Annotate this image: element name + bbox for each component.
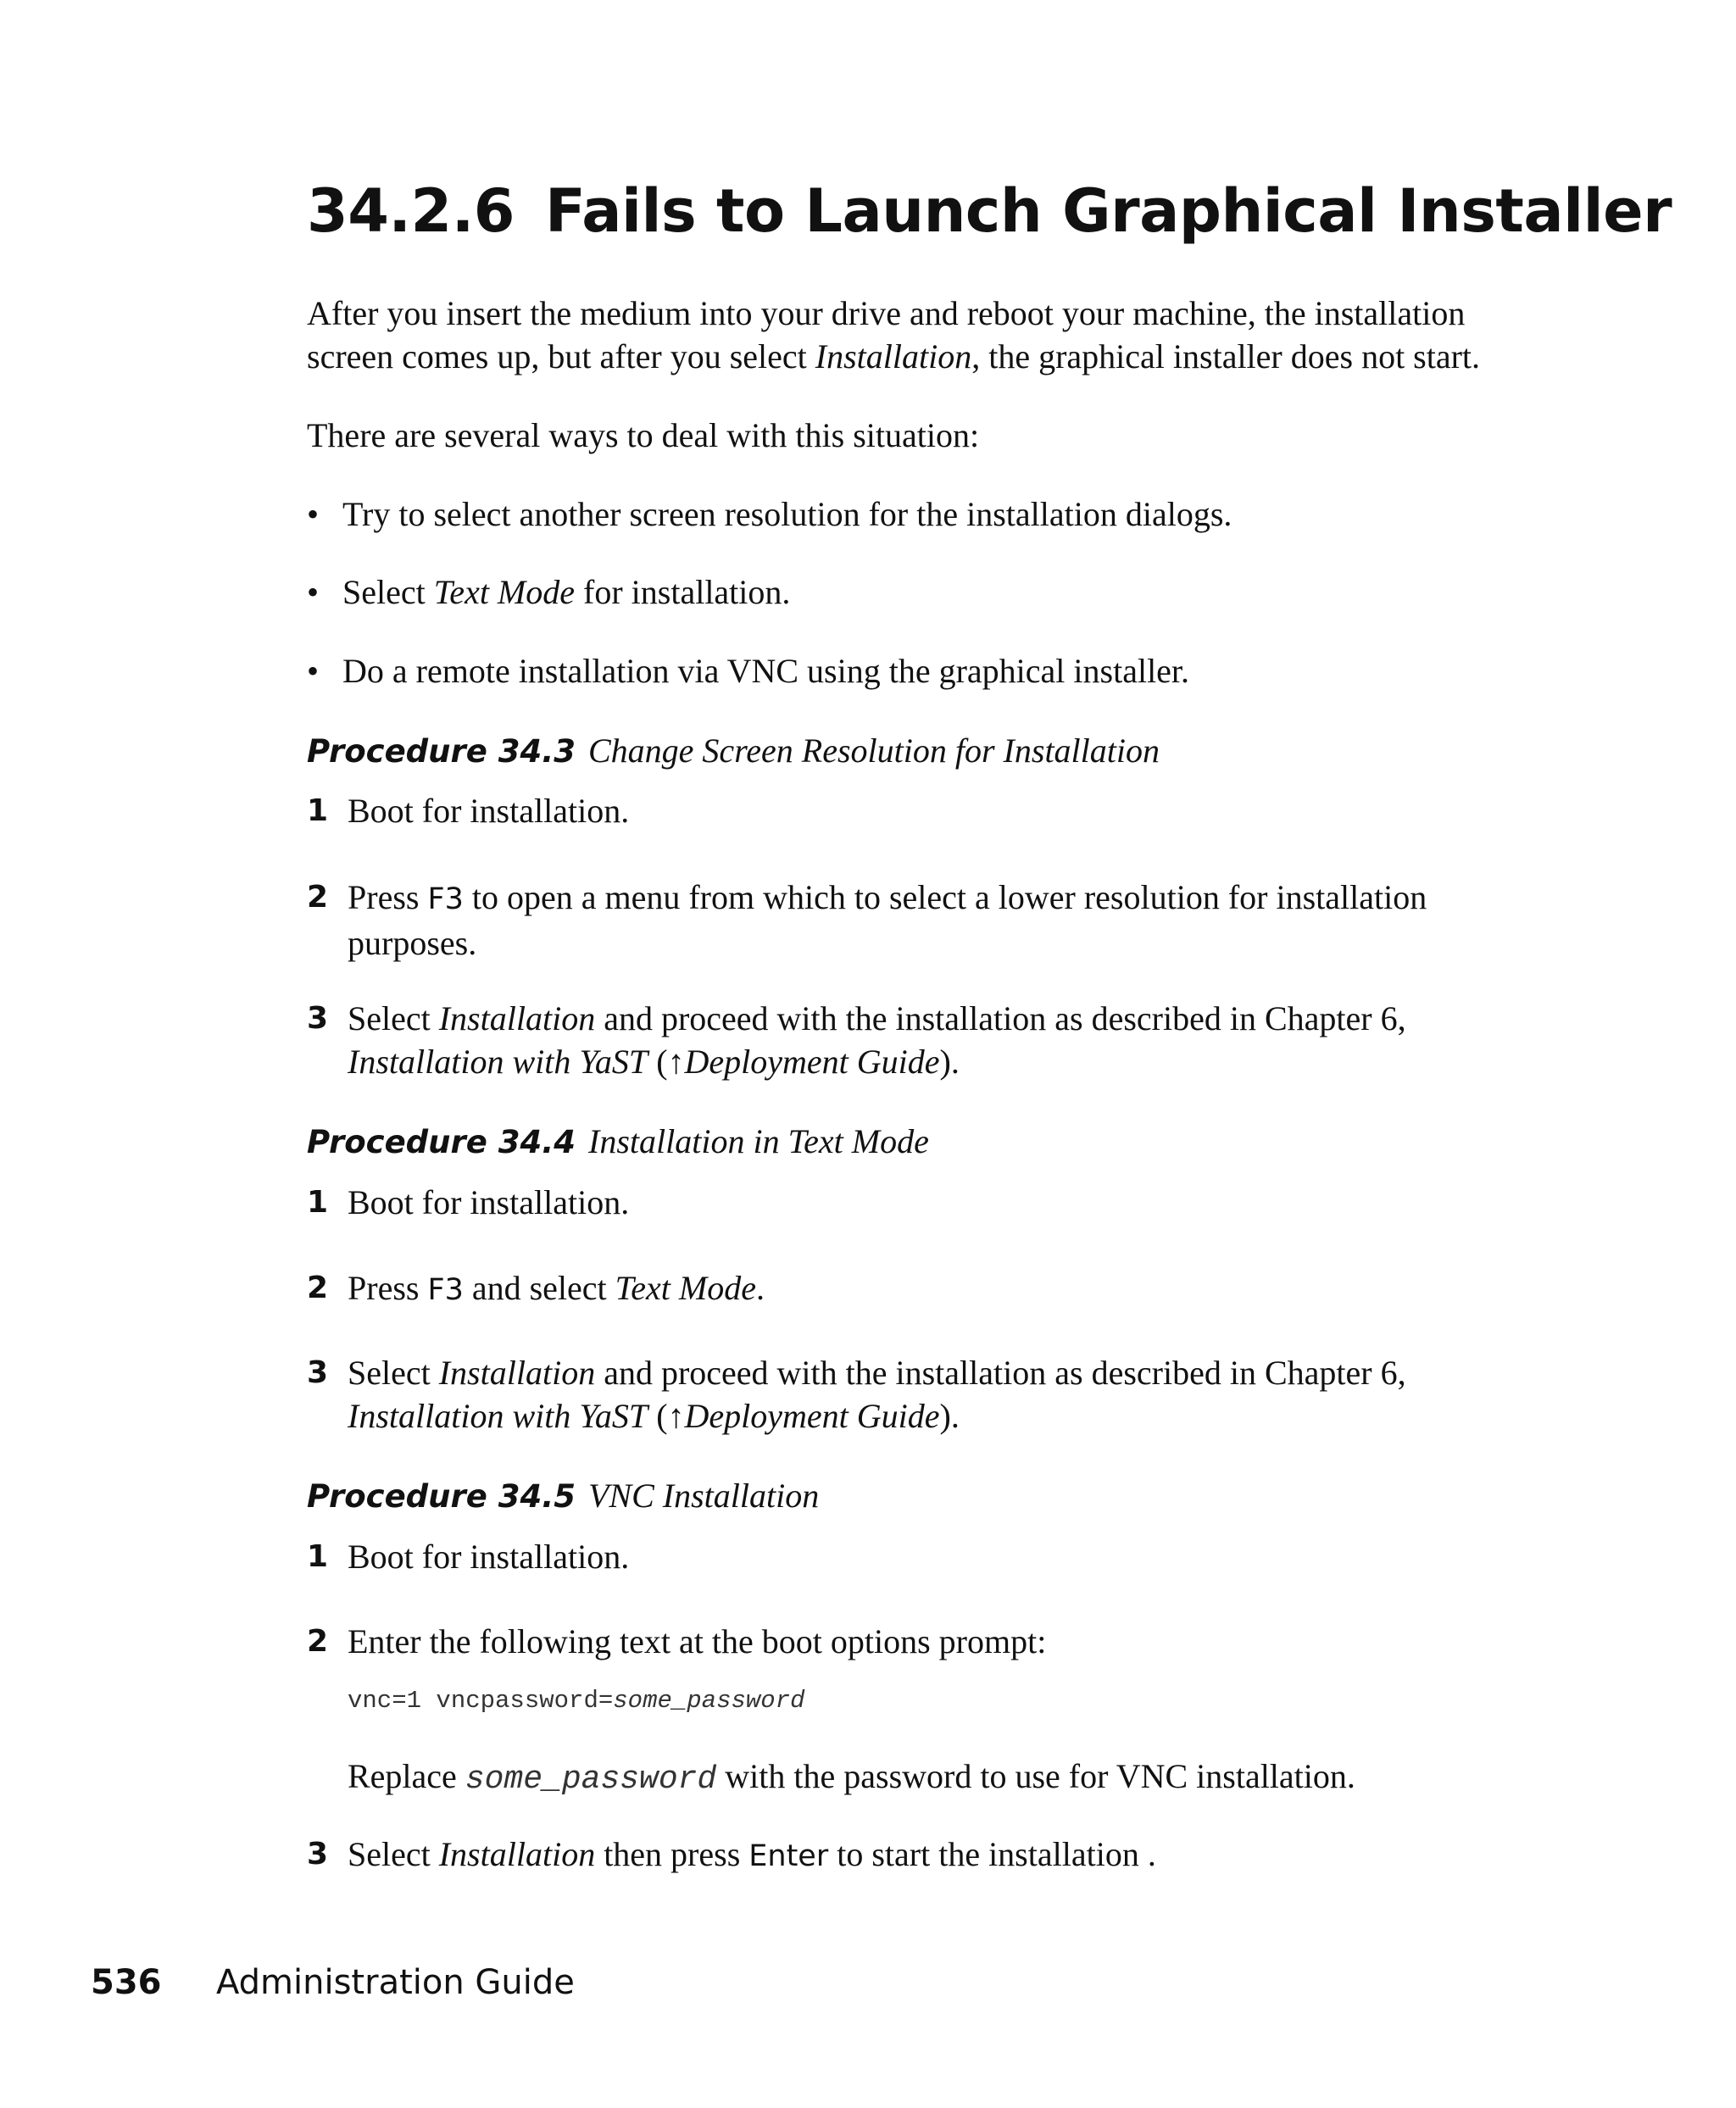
bullet-item: • Do a remote installation via VNC using the graphical installer.	[307, 649, 1189, 692]
step-text: Press F3 and select Text Mode.	[348, 1269, 765, 1307]
procedure-step	[307, 1351, 1546, 1438]
key-name: F3	[427, 882, 464, 916]
step-number: 3	[307, 1837, 329, 1872]
step-number: 2	[307, 1271, 329, 1305]
bullet-icon: •	[307, 573, 320, 611]
bullet-icon: •	[307, 652, 320, 690]
procedure-label: Procedure 34.5	[307, 1478, 576, 1515]
step-text: Boot for installation.	[348, 792, 630, 830]
step-text: Select Installation and proceed with the installation as described in Chapter 6, Installation with YaST (↑Deployment Guide).	[348, 1354, 1406, 1435]
step-number: 2	[307, 1624, 329, 1659]
boot-option-code: vnc=1 vncpassword=some_password	[348, 1687, 805, 1715]
step-number: 1	[307, 1539, 329, 1574]
procedure-step	[307, 1535, 1546, 1578]
procedure-heading	[307, 1474, 819, 1518]
key-name: F3	[427, 1273, 464, 1307]
bullet-icon: •	[307, 495, 320, 533]
procedure-step	[307, 1181, 1546, 1224]
page-number: 536	[91, 1963, 162, 2002]
step-text: Boot for installation.	[348, 1183, 630, 1221]
chapter-link[interactable]: Installation with YaST	[348, 1043, 648, 1081]
procedure-heading	[307, 1120, 929, 1164]
chapter-link[interactable]: Installation with YaST	[348, 1397, 648, 1435]
procedure-title: Installation in Text Mode	[588, 1122, 929, 1160]
section-heading	[307, 176, 1672, 246]
procedure-heading	[307, 729, 1160, 773]
page-footer	[91, 1963, 575, 2002]
procedure-label: Procedure 34.3	[307, 733, 576, 770]
replace-note: Replace some_password with the password to use for VNC installation.	[348, 1757, 1355, 1798]
procedure-title: VNC Installation	[588, 1477, 820, 1515]
step-number: 1	[307, 793, 329, 828]
key-name: Enter	[748, 1839, 829, 1873]
cross-reference-arrow-icon: ↑	[667, 1397, 685, 1435]
step-text: Enter the following text at the boot options prompt:	[348, 1622, 1047, 1660]
intro-paragraph: After you insert the medium into your drive and reboot your machine, the installation screen comes up, but after you select Installation, the graphical installer does not start.	[307, 294, 1481, 375]
bullet-item: • Try to select another screen resolution for the installation dialogs.	[307, 492, 1232, 536]
situation-paragraph: There are several ways to deal with this situation:	[307, 416, 980, 454]
procedure-title: Change Screen Resolution for Installation	[588, 731, 1160, 770]
step-number: 1	[307, 1185, 329, 1220]
procedure-step	[307, 1620, 1546, 1663]
procedure-step	[307, 789, 1546, 832]
step-text: Select Installation then press Enter to start the installation .	[348, 1835, 1156, 1873]
password-placeholder: some_password	[465, 1761, 717, 1798]
bullet-item: • Select Text Mode for installation.	[307, 570, 790, 614]
section-number: 34.2.6	[307, 176, 515, 246]
guide-link[interactable]: Deployment Guide	[684, 1397, 940, 1435]
procedure-step	[307, 997, 1546, 1083]
step-number: 3	[307, 1001, 329, 1036]
step-text: Boot for installation.	[348, 1538, 630, 1576]
procedure-step	[307, 1833, 1546, 1878]
section-title: Fails to Launch Graphical Installer	[545, 176, 1672, 246]
procedure-step	[307, 1266, 1546, 1312]
step-number: 2	[307, 880, 329, 915]
book-title: Administration Guide	[216, 1963, 575, 2002]
step-text: Press F3 to open a menu from which to select a lower resolution for installation purposes.	[348, 878, 1427, 962]
procedure-step	[307, 876, 1546, 965]
procedure-label: Procedure 34.4	[307, 1124, 576, 1160]
guide-link[interactable]: Deployment Guide	[684, 1043, 940, 1081]
step-text: Select Installation and proceed with the installation as described in Chapter 6, Installation with YaST (↑Deployment Guide).	[348, 999, 1406, 1081]
step-number: 3	[307, 1355, 329, 1390]
cross-reference-arrow-icon: ↑	[667, 1043, 685, 1081]
